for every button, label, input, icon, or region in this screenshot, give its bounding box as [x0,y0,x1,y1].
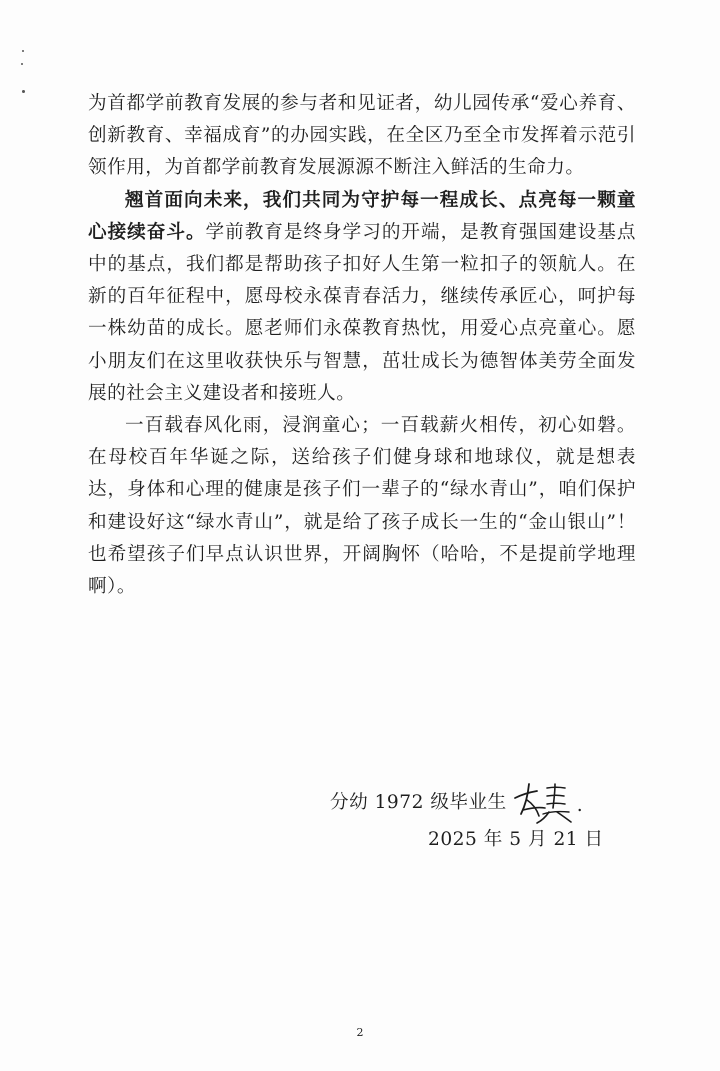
document-body [88,88,636,603]
page-number: 2 [356,1026,364,1039]
signature-line [330,780,583,820]
paragraph-3 [88,410,636,603]
signature-label: 分幼 1972 级毕业生 [330,792,507,813]
paragraph-1-text: 为首都学前教育发展的参与者和见证者，幼儿园传承“爱心养育、创新教育、幸福成育”的办园实践，在全区乃至全市发挥着示范引领作用，为首都学前教育发展源源不断注入鲜活的生命力。 [88,93,636,179]
paragraph-1 [88,88,636,185]
scan-speck [22,50,24,52]
document-date: 2025 年 5 月 21 日 [428,829,604,850]
paragraph-2-bold-lead: 翘首面向未来，我们共同为守护每一程成长、点亮每一颗童心接续奋斗。 [88,189,636,243]
signature-scribble-icon [509,780,575,826]
paragraph-2-text: 学前教育是终身学习的开端，是教育强国建设基点中的基点，我们都是帮助孩子扣好人生第一粒扣子的领航人。在新的百年征程中，愿母校永葆青春活力，继续传承匠心，呵护每一株幼苗的成长。愿老师们永葆教育热忱，用爱心点亮童心。愿小朋友们在这里收获快乐与智慧，茁壮成长为德智体美劳全面发展的社会主义建设者和接班人。 [88,221,636,404]
signature-trailing-dot: . [576,795,584,816]
scan-speck [21,63,23,65]
paragraph-3-text: 一百载春风化雨，浸润童心；一百载薪火相传，初心如磐。在母校百年华诞之际，送给孩子们健身球和地球仪，就是想表达，身体和心理的健康是孩子们一辈子的“绿水青山”，咱们保护和建设好这“绿水青山”，就是给了孩子成长一生的“金山银山”！也希望孩子们早点认识世界，开阔胸怀（哈哈，不是提前学地理啊）。 [88,415,636,598]
paragraph-2 [88,185,636,410]
handwritten-signature [509,780,575,826]
scan-speck [22,90,25,93]
